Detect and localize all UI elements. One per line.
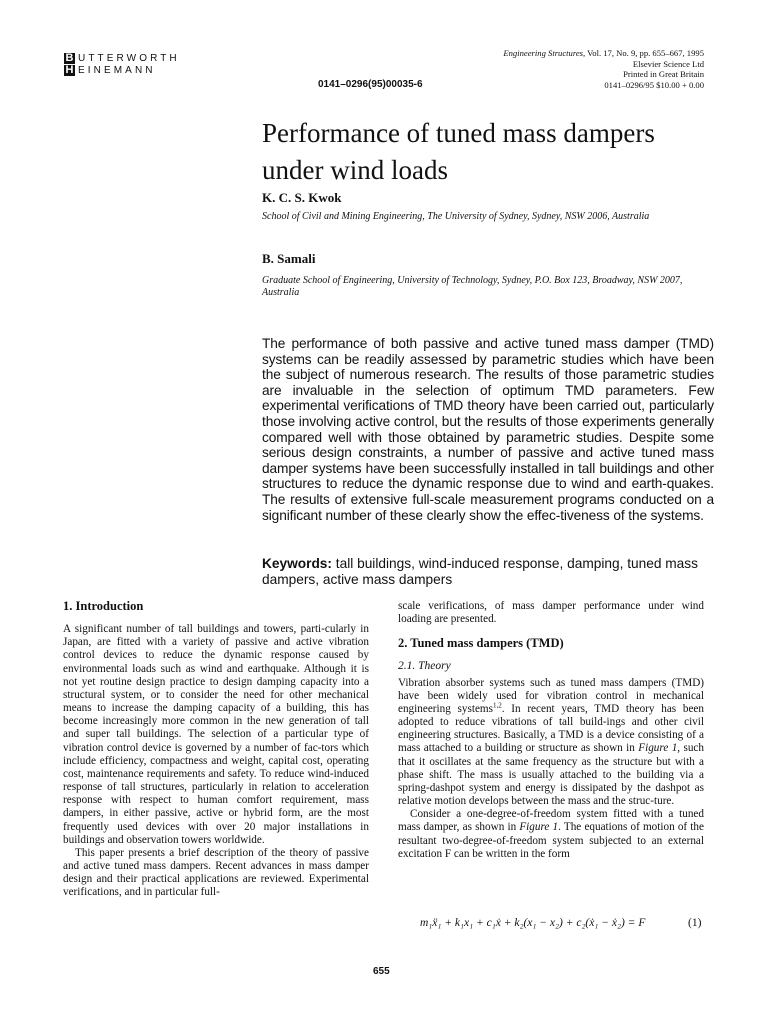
journal-price: 0141–0296/95 $10.00 + 0.00 <box>604 79 704 90</box>
abstract: The performance of both passive and active tuned mass damper (TMD) systems can be readily assessed by parametric studies which have been the subject of numerous research. The results of those parametric studies are invaluable in the selection of optimum TMD parameters. Few experimental verifications of TMD theory have been carried out, particularly those involving active control, but the results of those experiments generally compared well with those obtained by parametric studies. Despite some serious design constraints, a number of passive and active tuned mass damper systems have been successfully installed in tall buildings and other structures to reduce the dynamic response due to wind and earth-quakes. The results of extensive full-scale measurement programs conducted on a significant number of these clearly show the effec-tiveness of the systems. <box>262 336 714 523</box>
page-number: 655 <box>373 966 390 977</box>
section-heading: 1. Introduction <box>63 599 144 613</box>
equation-number: (1) <box>688 917 702 929</box>
paper-title: Performance of tuned mass dampers under wind loads <box>262 118 655 185</box>
right-column <box>398 600 704 861</box>
keywords-text: tall buildings, wind-induced response, damping, tuned mass dampers, active mass dampers <box>262 556 698 587</box>
journal-citation: Engineering Structures, Vol. 17, No. 9, pp. 655–667, 1995 <box>503 48 704 58</box>
logo-word-2: EINEMANN <box>78 65 156 76</box>
subsection-heading: 2.1. Theory <box>398 660 451 673</box>
keywords <box>262 556 714 587</box>
equation: m₁ẍ₁ + k₁x₁ + c₁ẋ + k₂(x₁ − x₂) + c₂(ẋ₁ − ẋ₂) = F <box>420 917 646 929</box>
paragraph: scale verifications, of mass damper performance under wind loading are presented. <box>398 600 704 626</box>
paragraph: Consider a one-degree-of-freedom system fitted with a tuned mass damper, as shown in Figure 1. The equations of motion of the resultant two-degree-of-freedom system subjected to an external excitation F can be written in the form <box>398 808 704 860</box>
author-name: B. Samali <box>262 251 316 266</box>
publisher-logo <box>64 53 194 79</box>
left-column <box>63 600 369 899</box>
author-affiliation: School of Civil and Mining Engineering, The University of Sydney, Sydney, NSW 2006, Australia <box>262 211 650 222</box>
paragraph: Vibration absorber systems such as tuned mass dampers (TMD) have been widely used for vibration control in mechanical engineering systems$^{1,2}$. In recent years, TMD theory has been adopted to reduce vibrations of tall build-ings and other civil engineering structures. Basically, a TMD is a device consisting of a mass attached to a building or structure as shown in Figure 1, such that it oscillates at the same frequency as the structure but with a phase shift. The mass is usually attached to the building via a spring-dashpot system and energy is dissipated by the dashpot as relative motion develops between the mass and the struc-ture. <box>398 676 704 808</box>
paragraph: A significant number of tall buildings and towers, parti-cularly in Japan, are fitted with a variety of passive and active vibration control devices to reduce the dynamic response caused by environmental loads such as wind and earthquake. Although it is not yet routine design practice to design damping capacity into a structural system, or to consider the need for other mechanical means to increase the damping capacity of a building, this has become increasingly more common in the new generation of tall and super tall buildings. The selection of a particular type of vibration control device is governed by a number of fac-tors which include efficiency, compactness and weight, capital cost, operating cost, maintenance requirements and safety. To reduce wind-induced response of tall structures, particularly in relation to acceleration response with respect to human comfort requirement, mass dampers, in either passive, active or hybrid form, are the most frequently used devices with over 20 major installations in buildings and observation towers worldwide. <box>63 623 369 846</box>
figure-ref: Figure 1 <box>519 821 559 834</box>
citation-ref: 1,2 <box>492 701 502 710</box>
journal-publisher: Elsevier Science Ltd <box>632 58 704 69</box>
figure-ref: Figure 1 <box>638 742 678 755</box>
logo-word-1: UTTERWORTH <box>78 53 180 64</box>
section-heading: 2. Tuned mass dampers (TMD) <box>398 636 564 651</box>
journal-printed: Printed in Great Britain <box>623 69 704 80</box>
author-name: K. C. S. Kwok <box>262 190 342 205</box>
keywords-label: Keywords: <box>262 556 332 571</box>
doi: 0141–0296(95)00035-6 <box>318 79 423 90</box>
journal-info <box>503 48 704 90</box>
logo-letter-h: H <box>65 64 74 76</box>
logo-letter-b: B <box>65 52 74 64</box>
paragraph: This paper presents a brief description of the theory of passive and active tuned mass dampers. Recent advances in mass damper design and their practical applications are reviewed. Experimental verifications, and in particular full- <box>63 846 369 899</box>
author-affiliation: Graduate School of Engineering, University of Technology, Sydney, P.O. Box 123, Broadway, NSW 2007, Australia <box>262 275 683 299</box>
